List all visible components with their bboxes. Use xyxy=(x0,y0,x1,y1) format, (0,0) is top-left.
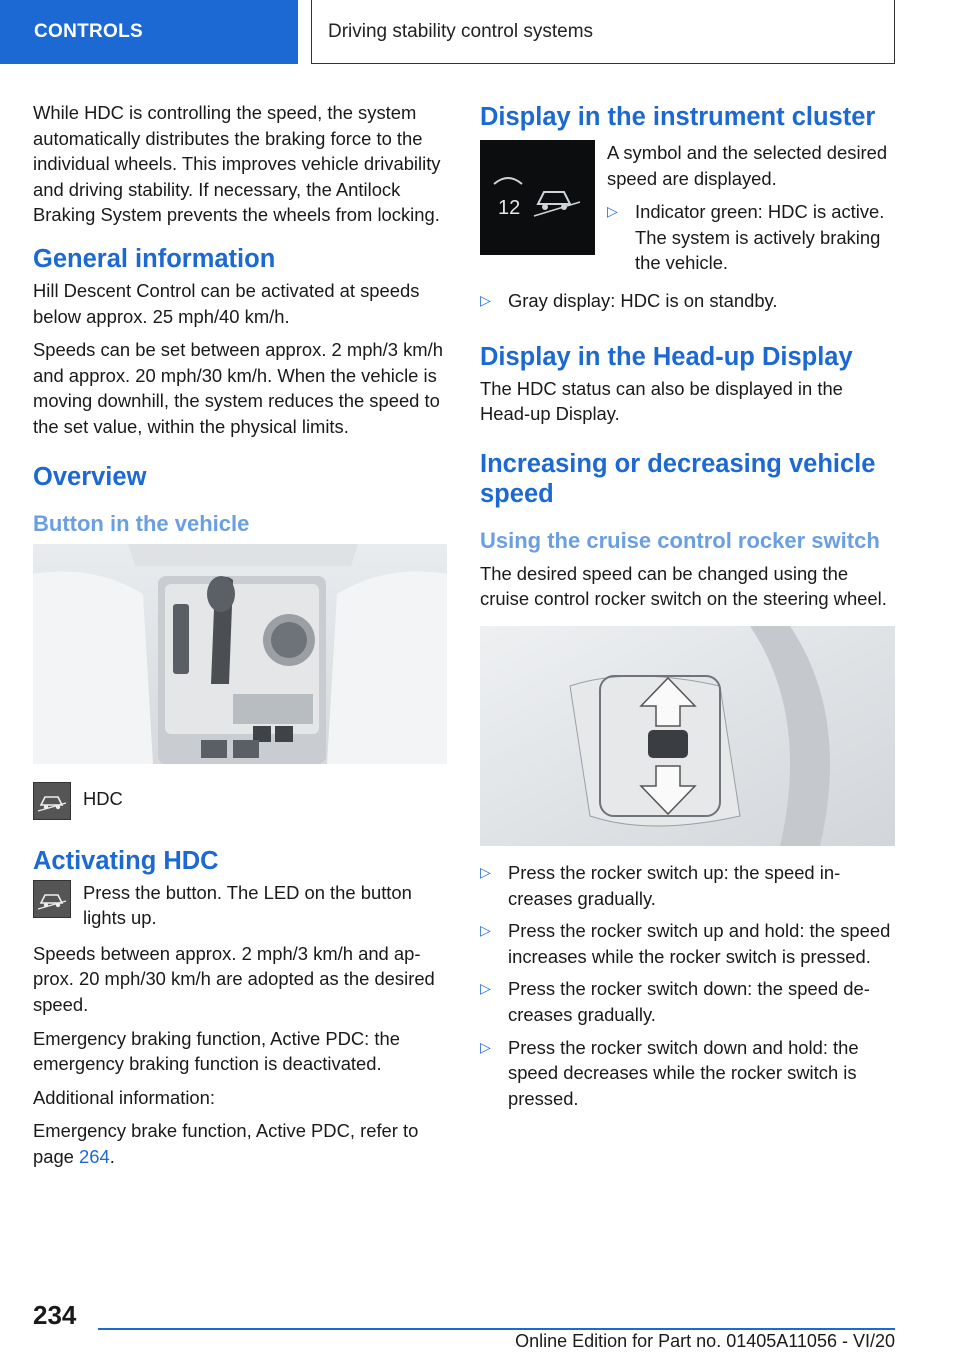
cluster-paragraph: A symbol and the selected desired speed are displayed. xyxy=(607,142,888,189)
cluster-description xyxy=(607,140,895,284)
section-title: CONTROLS xyxy=(34,21,144,42)
cluster-speed-value: 12 xyxy=(498,197,521,219)
rocker-paragraph: The desired speed can be changed using the cruise control rocker switch on the steering wheel. xyxy=(480,562,887,610)
edition-text: Online Edition for Part no. 01405A11056 - VI/20 xyxy=(515,1331,895,1351)
activating-hdc-heading: Activating HDC xyxy=(33,846,219,875)
reference-text: Emergency brake function, Active PDC, refer to page xyxy=(33,1120,419,1167)
instrument-cluster-heading: Display in the instrument cluster xyxy=(480,103,876,131)
center-console-photo xyxy=(33,544,447,764)
button-in-vehicle-heading: Button in the vehicle xyxy=(33,510,250,536)
hdc-button-icon xyxy=(33,880,71,918)
head-up-display-heading: Display in the Head-up Display xyxy=(480,342,853,371)
section-tab xyxy=(0,0,298,64)
list-item: ▷ Gray display: HDC is on standby. xyxy=(480,288,895,314)
activating-paragraph-3: Additional information: xyxy=(33,1086,215,1108)
cluster-list-2 xyxy=(480,288,895,314)
page-264-link[interactable]: 264 xyxy=(79,1145,110,1167)
hdc-car-icon xyxy=(33,782,71,820)
list-item: ▷ Press the rocker switch up and hold: the speed increases while the rocker switch is pressed. xyxy=(480,918,895,969)
general-paragraph-2: Speeds can be set between approx. 2 mph/3 km/h and approx. 20 mph/30 km/h. When the vehicle is moving downhill, the system reduces the speed to the set value, within the physical limits. xyxy=(33,339,443,437)
steering-wheel-rocker-photo xyxy=(480,626,895,846)
left-column xyxy=(33,100,447,1177)
list-item: ▷ Press the rocker switch down: the speed decreases gradually. xyxy=(480,976,895,1027)
general-paragraph-1: Hill Descent Control can be activated at speeds below approx. 25 mph/40 km/h. xyxy=(33,279,420,327)
speed-adjust-heading: Increasing or decreasing vehicle speed xyxy=(480,449,876,508)
rocker-switch-heading: Using the cruise control rocker switch xyxy=(480,527,880,553)
general-information-heading: General information xyxy=(33,244,276,273)
activating-instruction xyxy=(33,880,447,931)
activating-paragraph-1: Speeds between approx. 2 mph/3 km/h and approx. 20 mph/30 km/h are adopted as the desired speed. xyxy=(33,942,435,1015)
activating-paragraph-4 xyxy=(33,1118,447,1169)
footer-divider xyxy=(98,1328,895,1330)
activating-instruction-text: Press the button. The LED on the button lights up. xyxy=(83,881,412,929)
intro-paragraph: While HDC is controlling the speed, the system automatically distributes the braking force to the individual wheels. This improves vehicle drivability and driving stability. If necessary, the Antilock Braking System prevents the wheels from locking. xyxy=(33,102,441,226)
hdc-legend xyxy=(33,782,447,820)
list-item: ▷ Press the rocker switch down and hold: the speed decreases while the rocker switch is pressed. xyxy=(480,1035,895,1112)
rocker-instructions xyxy=(480,860,895,1111)
activating-paragraph-2: Emergency braking function, Active PDC: the emergency braking function is deactivated. xyxy=(33,1027,400,1075)
cluster-display-block xyxy=(480,140,895,284)
reference-period: . xyxy=(109,1145,115,1167)
list-item: ▷ Press the rocker switch up: the speed increases gradually. xyxy=(480,860,895,911)
overview-heading: Overview xyxy=(33,462,147,491)
page-number: 234 xyxy=(33,1300,77,1330)
cluster-display-image xyxy=(480,140,595,255)
hud-paragraph: The HDC status can also be displayed in the Head-up Display. xyxy=(480,377,843,425)
cluster-list xyxy=(607,199,895,276)
list-item: ▷ Indicator green: HDC is active. The system is actively braking the vehicle. xyxy=(607,199,895,276)
right-column xyxy=(480,100,895,1119)
page-header xyxy=(311,0,895,64)
hdc-label: HDC xyxy=(83,787,123,809)
chapter-title: Driving stability control systems xyxy=(328,20,594,42)
